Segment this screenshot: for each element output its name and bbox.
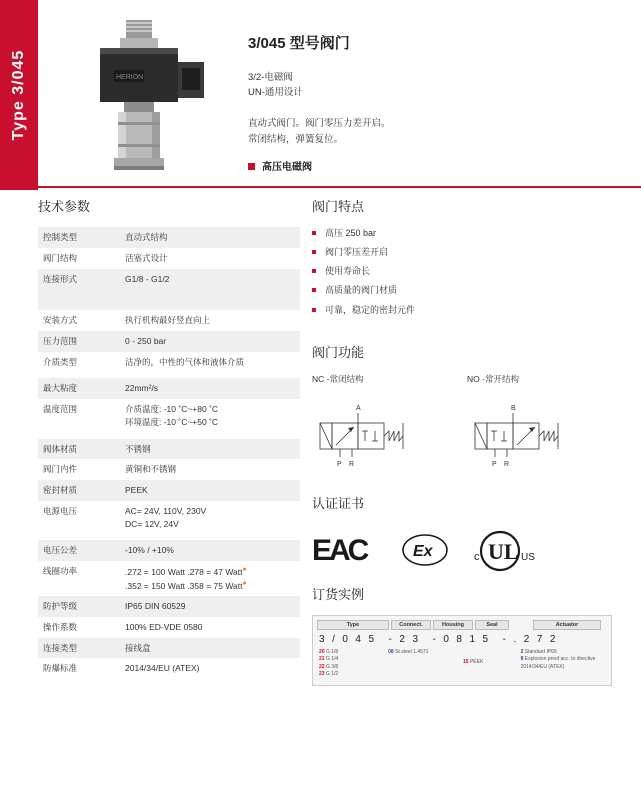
- spec-value-line1: 介质温度: -10 ˚C~+80 ˚C: [125, 404, 219, 414]
- legend-item: [319, 664, 388, 672]
- svg-text:c: c: [474, 550, 480, 563]
- legend-code: 23: [319, 671, 325, 678]
- spec-value: 0 - 250 bar: [120, 331, 300, 352]
- code-char: 0: [342, 633, 349, 645]
- legend-code: 15: [463, 658, 469, 665]
- svg-text:HERION: HERION: [116, 74, 144, 81]
- code-char: 3: [412, 633, 419, 645]
- code-char: 7: [536, 633, 543, 645]
- specs-column: [38, 196, 300, 679]
- spec-key: 安装方式: [43, 315, 78, 325]
- code-char: -: [502, 633, 507, 645]
- no-symbol-diagram: [467, 401, 587, 471]
- functions-title: 阀门功能: [312, 344, 365, 360]
- spec-value: 接线盒: [120, 638, 300, 659]
- legend-item: [319, 649, 388, 657]
- list-item: 高压 250 bar: [312, 227, 612, 239]
- code-char: 2: [399, 633, 406, 645]
- table-row: [38, 501, 300, 535]
- power-line1-text: .272 = 100 Watt .278 = 47 Watt: [125, 566, 243, 577]
- code-char: 2: [523, 633, 530, 645]
- ordering-headers: [313, 616, 611, 632]
- legend-item: [388, 649, 463, 657]
- spec-value: G1/8 - G1/2: [120, 269, 300, 290]
- list-item: 高质量的阀门材质: [312, 284, 612, 296]
- power-line2-text: .352 = 150 Watt .358 = 75 Watt: [125, 580, 243, 591]
- spec-value-line2: DC= 12V, 24V: [125, 518, 179, 529]
- legend-connect: [319, 649, 388, 679]
- spec-key: 控制类型: [38, 227, 120, 248]
- legend-code: 08: [388, 648, 394, 655]
- spec-value-multi: [120, 561, 300, 596]
- legend-code: 20: [319, 648, 325, 655]
- svg-text:P: P: [492, 460, 497, 468]
- legend-text: St.steel 1.4571: [395, 648, 429, 655]
- table-row: [38, 617, 300, 638]
- spec-value-multi: [120, 399, 300, 433]
- table-row: [38, 540, 300, 561]
- ordering-header-housing: Housing: [433, 620, 473, 630]
- legend-item: [319, 671, 388, 679]
- function-no-label: NO -常开结构: [467, 373, 519, 384]
- code-char: 0: [443, 633, 450, 645]
- table-row: [38, 399, 300, 433]
- list-item: 可靠，稳定的密封元件: [312, 304, 612, 316]
- svg-text:EAC: EAC: [312, 533, 367, 567]
- features-title: 阀门特点: [312, 199, 365, 214]
- spec-value-line2: [125, 579, 295, 593]
- spec-key: 温度范围: [43, 404, 78, 414]
- table-row: [38, 248, 300, 269]
- spec-key: 阀体材质: [38, 439, 120, 460]
- code-char: 8: [456, 633, 463, 645]
- specs-title: 技术参数: [38, 199, 91, 214]
- ordering-code: [313, 632, 611, 649]
- svg-text:UL: UL: [488, 538, 519, 564]
- svg-text:A: A: [356, 404, 361, 412]
- code-char: 5: [482, 633, 489, 645]
- code-char: .: [513, 633, 517, 645]
- legend-text: Explosion proof acc. to directive 2014/34/EU (ATEX): [520, 656, 596, 670]
- spec-key-blank: [38, 289, 120, 310]
- header-subtitle-line2: UN-通用设计: [248, 86, 303, 98]
- table-row: [38, 269, 300, 290]
- ordering-header-type: Type: [317, 620, 389, 630]
- ordering-header-connect: Connect.: [391, 620, 431, 630]
- page-header: [0, 0, 641, 190]
- header-subtitle-line1: 3/2-电磁阀: [248, 72, 293, 83]
- certs-title: 认证证书: [312, 495, 365, 511]
- spec-key: 电源电压: [43, 505, 78, 516]
- spec-value: 直动式结构: [120, 227, 300, 248]
- atex-ex-icon: [403, 535, 447, 565]
- code-char: 1: [469, 633, 476, 645]
- spec-key: 电压公差: [38, 540, 120, 561]
- spec-key: 阀门内件: [43, 464, 78, 475]
- specs-table: [38, 227, 300, 679]
- header-divider: [38, 186, 641, 188]
- spec-key: 压力范围: [38, 331, 120, 352]
- ul-icon: [474, 532, 535, 570]
- spec-key: 最大粘度: [38, 378, 120, 399]
- function-nc: [312, 373, 432, 471]
- header-badge: [248, 158, 312, 173]
- code-char: -: [388, 633, 393, 645]
- footnote-marker-icon: ●: [242, 566, 247, 573]
- svg-text:P: P: [337, 460, 342, 468]
- table-row: [38, 658, 300, 679]
- spec-value: 执行机构最好竖直向上: [125, 315, 211, 325]
- spec-key: 阀门结构: [43, 252, 78, 263]
- spec-value-line2: 环境温度: -10 ˚C~+50 ˚C: [125, 416, 219, 427]
- page-title: 3/045 型号阀门: [248, 35, 350, 52]
- ordering-header-seal: Seal: [475, 620, 509, 630]
- legend-text: G 1/2: [325, 671, 339, 678]
- svg-text:US: US: [521, 551, 535, 563]
- ordering-legend: [313, 649, 611, 685]
- legend-text: G 3/8: [325, 663, 339, 670]
- ordering-title: 订货实例: [312, 586, 365, 602]
- table-row: [38, 439, 300, 460]
- header-description-line1: 直动式阀门。阀门零压力差开启。: [248, 118, 391, 130]
- code-char: -: [432, 633, 437, 645]
- ordering-example-box: [312, 615, 612, 686]
- header-subtitle: [248, 71, 618, 100]
- table-row: [38, 352, 300, 373]
- spec-key: 密封材质: [38, 480, 120, 501]
- legend-text: G 1/8: [325, 648, 339, 655]
- spec-key: 连接形式: [38, 269, 120, 290]
- table-row-spacer: [38, 289, 300, 310]
- table-row: [38, 596, 300, 617]
- legend-code: 2: [520, 648, 524, 655]
- spec-value-multi: [120, 501, 300, 535]
- code-char: /: [332, 633, 336, 645]
- table-row: [38, 378, 300, 399]
- function-diagrams: [312, 373, 612, 493]
- spec-value-line1: [125, 565, 295, 579]
- legend-item: [319, 656, 388, 664]
- spec-key: 防爆标准: [43, 663, 78, 674]
- right-column: [312, 196, 612, 686]
- header-description-line2: 常闭结构，弹簧复位。: [248, 133, 344, 145]
- spec-key: 介质类型: [43, 356, 78, 367]
- type-tab: [0, 0, 38, 190]
- svg-text:R: R: [504, 460, 510, 468]
- legend-item: [521, 656, 607, 671]
- function-nc-label: NC -常闭结构: [312, 373, 364, 384]
- certificate-logos: [312, 524, 612, 584]
- spec-value-line1: AC= 24V, 110V, 230V: [125, 505, 207, 516]
- code-char: 4: [355, 633, 362, 645]
- spec-value: 洁净的，中性的气体和液体介质: [125, 356, 245, 367]
- legend-item: [521, 649, 607, 657]
- spec-value: -10% / +10%: [120, 540, 300, 561]
- table-row: [38, 227, 300, 248]
- header-text-block: [248, 32, 618, 147]
- table-row: [38, 561, 300, 596]
- spec-value: 不锈钢: [120, 439, 300, 460]
- legend-text: G 1/4: [325, 656, 339, 663]
- legend-code: 22: [319, 663, 325, 670]
- header-description: [248, 116, 618, 146]
- svg-text:B: B: [511, 404, 516, 412]
- code-char: 5: [368, 633, 375, 645]
- ordering-header-actuator: Actuator: [533, 620, 601, 630]
- certificate-marks: [312, 524, 612, 580]
- legend-item: [463, 659, 521, 667]
- function-no: [467, 373, 587, 471]
- legend-seal: [463, 649, 521, 679]
- spec-key: 连接类型: [38, 638, 120, 659]
- list-item: 阀门零压差开启: [312, 246, 612, 258]
- spec-value-blank: [120, 289, 300, 310]
- valve-illustration: [70, 18, 210, 176]
- spec-value: 黄铜和不锈钢: [125, 464, 177, 475]
- product-image: [70, 18, 210, 176]
- badge-square-icon: [248, 163, 255, 170]
- svg-text:Ex: Ex: [413, 542, 433, 560]
- table-row: [38, 638, 300, 659]
- spec-value: 活塞式设计: [125, 252, 168, 263]
- table-row: [38, 310, 300, 331]
- spec-value: 22mm²/s: [120, 378, 300, 399]
- svg-text:R: R: [349, 460, 355, 468]
- spec-value: 2014/34/EU (ATEX): [125, 663, 200, 674]
- legend-actuator: [521, 649, 607, 679]
- spec-value: 100% ED-VDE 0580: [125, 621, 203, 632]
- spec-key: 防护等级: [38, 596, 120, 617]
- nc-symbol-diagram: [312, 401, 432, 471]
- code-char: 3: [319, 633, 326, 645]
- type-tab-label: Type 3/045: [10, 49, 27, 141]
- spec-value: IP65 DIN 60529: [120, 596, 300, 617]
- code-char: 2: [549, 633, 556, 645]
- features-list: [312, 227, 612, 316]
- table-row: [38, 331, 300, 352]
- list-item: 使用寿命长: [312, 265, 612, 277]
- legend-housing: [388, 649, 463, 679]
- spec-key: 线圈功率: [43, 566, 78, 576]
- footnote-marker-icon: ●: [242, 579, 247, 587]
- table-row: [38, 480, 300, 501]
- table-row: [38, 459, 300, 480]
- eac-icon: [312, 534, 369, 567]
- spec-key: 操作系数: [43, 621, 78, 632]
- legend-text: PEEK: [469, 658, 484, 665]
- legend-text: Standard IP65: [524, 648, 557, 655]
- legend-code: 21: [319, 656, 325, 663]
- header-badge-label: 高压电磁阀: [262, 162, 312, 173]
- spec-value: PEEK: [120, 480, 300, 501]
- legend-code: 8: [520, 656, 524, 663]
